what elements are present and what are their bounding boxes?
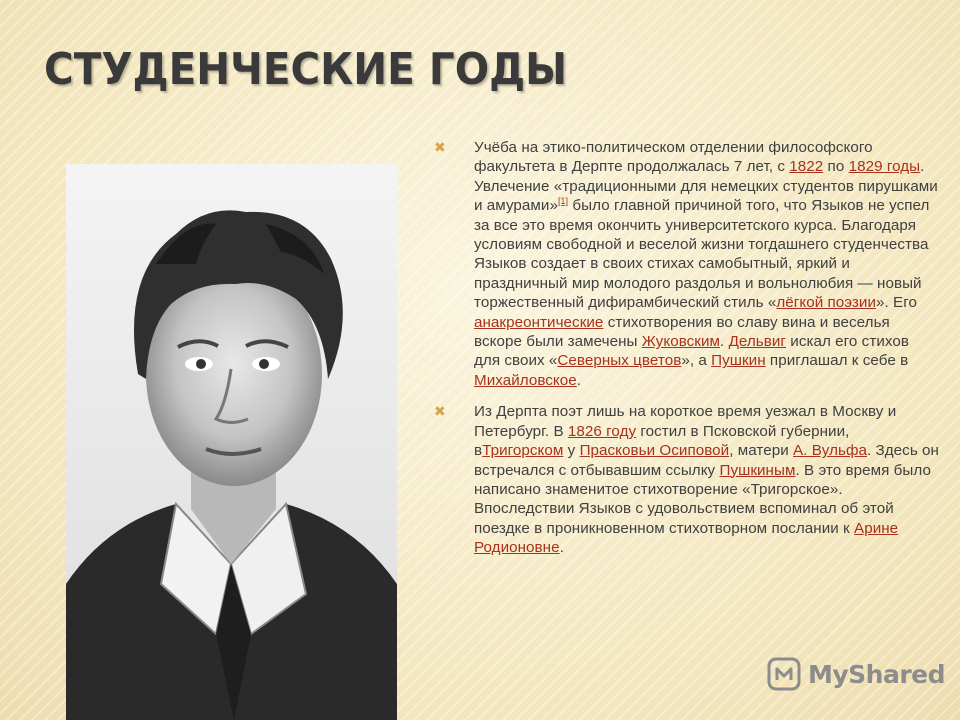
- paragraph-text: . Здесь он встречался с отбывавшим ссылку: [474, 442, 939, 479]
- paragraph-text: .: [720, 333, 729, 351]
- paragraph-text: Из Дерпта поэт лишь на короткое время уезжал в Москву и Петербург. В: [474, 403, 897, 440]
- paragraph-text: Учёба на этико-политическом отделении философского факультета в Дерпте продолжалась 7 лет, с: [474, 139, 873, 176]
- bullet-list: [434, 138, 939, 558]
- link-1822[interactable]: 1822: [789, 158, 824, 176]
- link-1826[interactable]: 1826 году: [567, 422, 637, 440]
- link-1829[interactable]: 1829 годы: [848, 158, 921, 176]
- link-zhukovsky[interactable]: Жуковским: [641, 333, 721, 351]
- bullet-icon: ✖: [434, 403, 446, 420]
- link-pushkinym[interactable]: Пушкиным: [719, 461, 796, 479]
- paragraph-text: .: [559, 539, 564, 557]
- link-osipova[interactable]: Прасковьи Осиповой: [579, 442, 730, 460]
- list-item: [434, 402, 939, 557]
- paragraph-text: приглашал к себе в: [765, 352, 909, 370]
- paragraph-text: гостил в Псковской губернии, в: [474, 422, 850, 460]
- link-mikhailovskoe[interactable]: Михайловское: [474, 371, 577, 389]
- link-arina-rodionovna[interactable]: Арине Родионовне: [474, 519, 899, 557]
- logo-text: MyShared: [808, 659, 946, 689]
- portrait-photo-icon: [66, 164, 397, 720]
- myshared-logo[interactable]: [766, 654, 945, 694]
- footnote-link[interactable]: [1]: [557, 196, 569, 207]
- link-trigorskoe[interactable]: Тригорском: [482, 442, 564, 460]
- paragraph-text: было главной причиной того, что Языков не успел за все это время окончить университетского курса. Благодаря условиям свободной и веселой жизни тогдашнего студенчества Языков создает в своих стихах самобытный, яркий и праздничный мир молодого раздолья и вольнолюбия — новый торжественный дифирамбический стиль «: [474, 197, 930, 312]
- link-northern-flowers[interactable]: Северных цветов: [557, 352, 682, 370]
- paragraph-text: стихотворения во славу вина и веселья вскоре были замечены: [474, 313, 890, 351]
- link-anacreontic[interactable]: анакреонтические: [474, 313, 604, 331]
- paragraph-text: искал его стихов для своих «: [474, 333, 909, 370]
- paragraph-text: », а: [681, 352, 712, 370]
- paragraph-text: ». Его: [876, 294, 917, 312]
- text-area: [434, 138, 939, 570]
- paragraph-text: . В это время было написано знаменитое стихотворение «Тригорское». Впоследствии Языков с удовольствием вспоминал об этой поездке в проникновенном стихотворном послании к: [474, 461, 931, 537]
- paragraph-text: у: [563, 442, 580, 460]
- paragraph-text: по: [823, 158, 849, 176]
- myshared-logo-icon: [766, 656, 802, 692]
- list-item: [434, 138, 939, 390]
- bullet-icon: ✖: [434, 139, 446, 155]
- portrait-image: [66, 164, 397, 720]
- link-delvig[interactable]: Дельвиг: [728, 333, 787, 351]
- link-pushkin[interactable]: Пушкин: [711, 352, 766, 370]
- paragraph-text: . Увлечение «традиционными для немецких студентов пирушками и амурами»: [474, 158, 938, 215]
- paragraph-text: , матери: [729, 442, 794, 460]
- paragraph-text: .: [576, 371, 582, 389]
- link-vulf[interactable]: А. Вульфа: [793, 442, 867, 460]
- link-light-poetry[interactable]: лёгкой поэзии: [776, 294, 877, 312]
- slide-title: СТУДЕНЧЕСКИЕ ГОДЫ: [44, 44, 568, 95]
